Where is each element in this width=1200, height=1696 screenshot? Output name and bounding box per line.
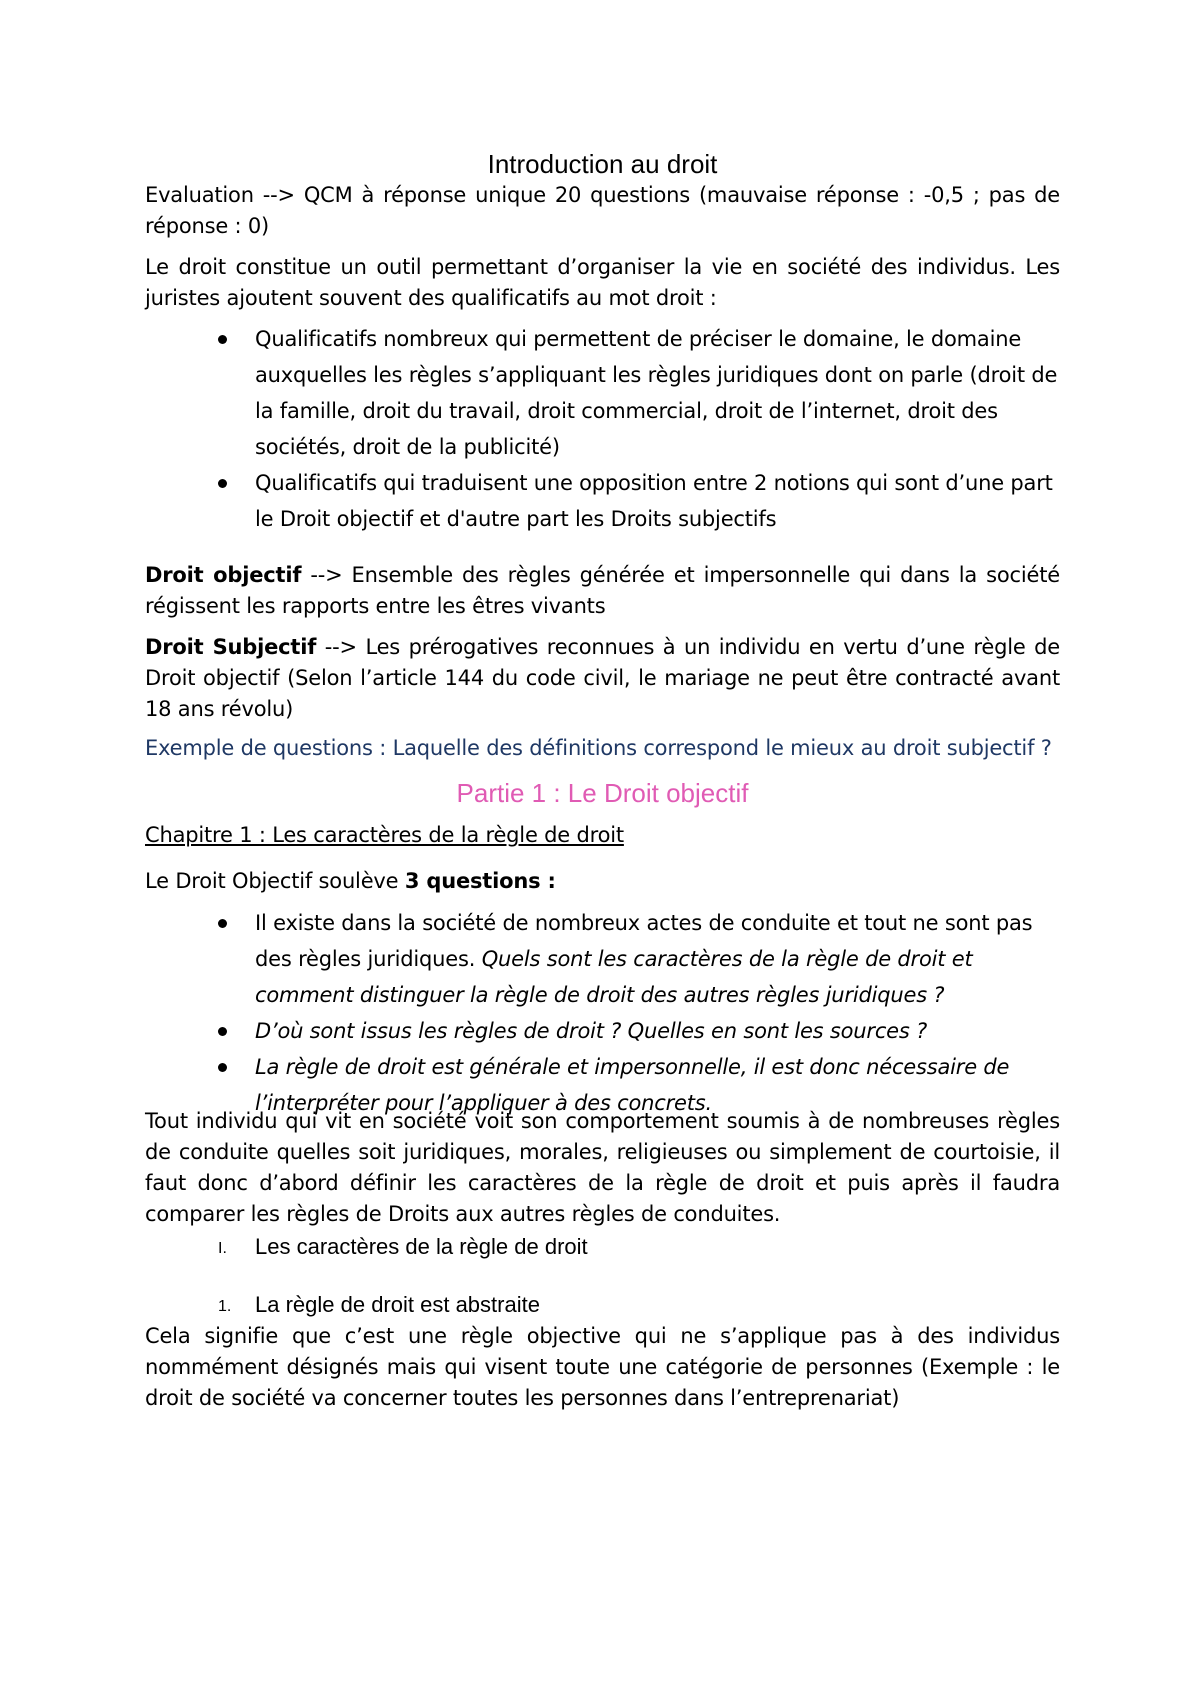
list-item (145, 321, 1060, 465)
list-item-text: Qualificatifs nombreux qui permettent de préciser le domaine, le domaine auxquelles les règles s’appliquant les règles juridiques dont on parle (droit de la famille, droit du travail, droit commercial, droit de l’internet, droit des sociétés, droit de la publicité) (255, 327, 1058, 459)
bullet-icon (218, 479, 227, 488)
chapter-title-text: Chapitre 1 : Les caractères de la règle de droit (145, 823, 624, 847)
chapter-title (145, 820, 1060, 851)
questions-intro (145, 866, 1060, 897)
document-title: Introduction au droit (487, 149, 718, 179)
bullet-icon (218, 1063, 227, 1072)
qualificatifs-list (145, 321, 1060, 537)
bullet-icon (218, 919, 227, 928)
list-item (145, 1013, 1060, 1049)
list-item-italic-text: D’où sont issus les règles de droit ? Quelles en sont les sources ? (255, 1019, 928, 1043)
questions-intro-text: Le Droit Objectif soulève (145, 869, 405, 893)
list-item (145, 465, 1060, 537)
definition-text: --> Les prérogatives reconnues à un individu en vertu d’une règle de Droit objectif (Selon l’article 144 du code civil, le mariage ne peut être contracté avant 18 ans révolu) (145, 635, 1060, 721)
list-item-italic-text: La règle de droit est générale et impersonnelle, il est donc nécessaire de l’interpréter pour l’appliquer à des concrets. (255, 1055, 1010, 1115)
evaluation-paragraph: Evaluation --> QCM à réponse unique 20 questions (mauvaise réponse : -0,5 ; pas de réponse : 0) (145, 183, 1060, 238)
list-item-text: Il existe dans la société de nombreux actes de conduite et tout ne sont pas des règles juridiques. (255, 911, 1033, 971)
questions-count: 3 questions : (404, 869, 556, 893)
example-question: Exemple de questions : Laquelle des définitions correspond le mieux au droit subjectif ? (145, 736, 1052, 760)
section-number: I. (218, 1240, 227, 1257)
list-item-italic-text: Quels sont les caractères de la règle de droit et comment distinguer la règle de droit des autres règles juridiques ? (255, 947, 973, 1007)
bullet-icon (218, 1027, 227, 1036)
questions-list (145, 905, 1060, 1121)
droit-subjectif-definition (145, 632, 1060, 725)
definition-text: --> Ensemble des règles générée et impersonnelle qui dans la société régissent les rapports entre les êtres vivants (145, 563, 1061, 618)
partie-title: Partie 1 : Le Droit objectif (456, 778, 749, 808)
section-title: Les caractères de la règle de droit (255, 1234, 588, 1259)
intro-paragraph: Le droit constitue un outil permettant d’organiser la vie en société des individus. Les juristes ajoutent souvent des qualificatifs au mot droit : (145, 255, 1060, 310)
bullet-icon (218, 335, 227, 344)
conduct-paragraph: Tout individu qui vit en société voit son comportement soumis à de nombreuses règles de conduite quelles soit juridiques, morales, religieuses ou simplement de courtoisie, il faut donc d’abord définir les caractères de la règle de droit et puis après il faudra comparer les règles de Droits aux autres règles de conduites. (145, 1109, 1060, 1226)
list-item (145, 905, 1060, 1013)
subsection-title: La règle de droit est abstraite (255, 1292, 540, 1317)
term-droit-objectif: Droit objectif (145, 563, 302, 587)
term-droit-subjectif: Droit Subjectif (145, 635, 317, 659)
list-item-text: Qualificatifs qui traduisent une opposition entre 2 notions qui sont d’une part le Droit objectif et d'autre part les Droits subjectifs (255, 471, 1053, 531)
subsection-number: 1. (218, 1298, 232, 1315)
abstract-paragraph: Cela signifie que c’est une règle objective qui ne s’applique pas à des individus nommément désignés mais qui visent toute une catégorie de personnes (Exemple : le droit de société va concerner toutes les personnes dans l’entreprenariat) (145, 1324, 1060, 1410)
droit-objectif-definition (145, 560, 1060, 622)
